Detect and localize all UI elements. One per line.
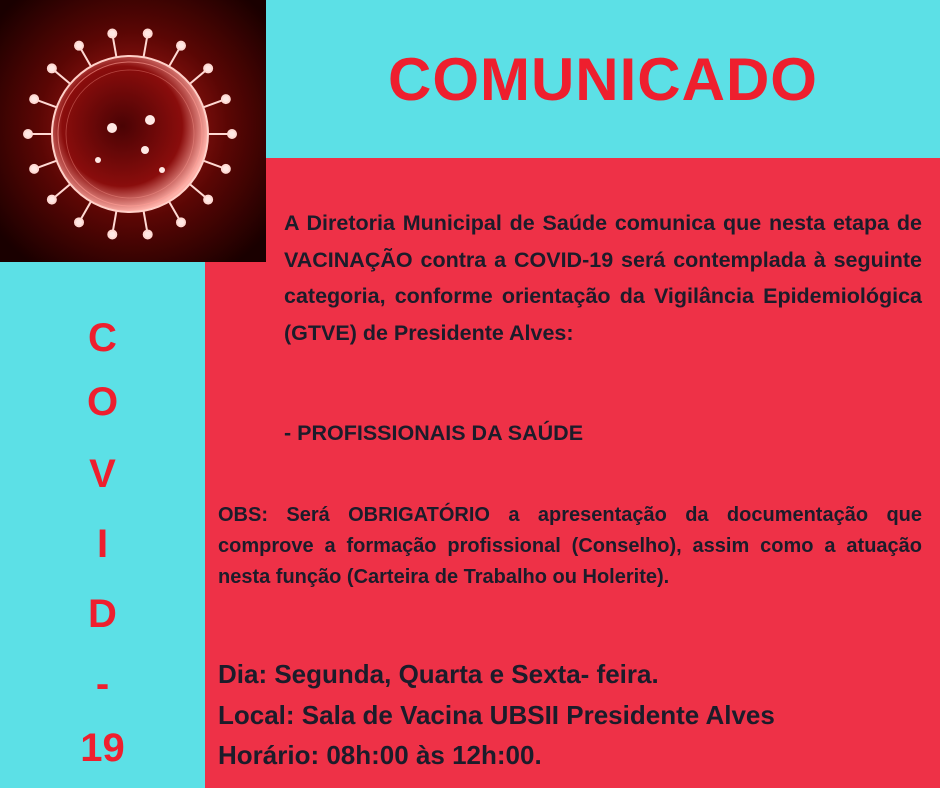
obs-note: OBS: Será OBRIGATÓRIO a apresentação da documentação que comprove a formação profissional (Conselho), assim como a atuação nesta função (Carteira de Trabalho ou Holerite). xyxy=(218,504,922,588)
side-letter-d: D xyxy=(88,592,117,636)
coronavirus-image xyxy=(0,0,266,262)
side-letter-v: V xyxy=(89,452,116,496)
page-title: COMUNICADO xyxy=(388,46,818,113)
side-letter-o: O xyxy=(86,380,119,424)
side-letter-c: C xyxy=(88,316,117,360)
schedule-location: Local: Sala de Vacina UBSII Presidente Alves xyxy=(218,700,775,730)
announcement-paragraph: A Diretoria Municipal de Saúde comunica que nesta etapa de VACINAÇÃO contra a COVID-19 será contemplada à seguinte categoria, conforme orientação da Vigilância Epidemiológica (GTVE) de Presidente Alves: xyxy=(284,211,922,345)
side-number-19: 19 xyxy=(80,726,125,770)
schedule-day: Dia: Segunda, Quarta e Sexta- feira. xyxy=(218,659,659,689)
category-item: - PROFISSIONAIS DA SAÚDE xyxy=(284,421,584,445)
schedule-time: Horário: 08h:00 às 12h:00. xyxy=(218,740,542,770)
side-letter-i: I xyxy=(96,522,109,566)
side-letter-dash: - xyxy=(95,662,110,706)
